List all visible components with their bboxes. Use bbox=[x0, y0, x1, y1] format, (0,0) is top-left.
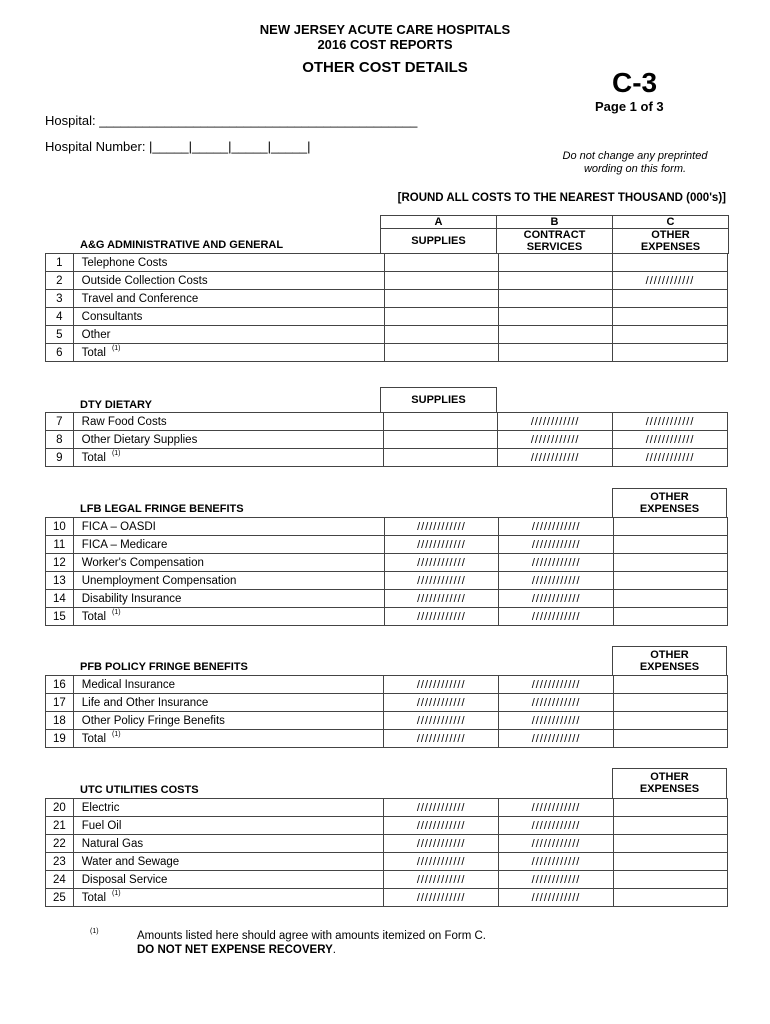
hatched-cell-b: //////////// bbox=[499, 835, 614, 853]
line-label: Total $^{(1)}$ bbox=[73, 449, 384, 467]
hatched-cell-a: //////////// bbox=[384, 835, 499, 853]
table-row bbox=[46, 449, 728, 467]
line-label: Total $^{(1)}$ bbox=[73, 889, 383, 907]
table-row bbox=[46, 290, 728, 308]
line-number: 17 bbox=[46, 694, 74, 712]
line-number: 10 bbox=[46, 518, 74, 536]
line-number: 12 bbox=[46, 554, 74, 572]
entry-cell-a[interactable] bbox=[384, 290, 498, 308]
entry-cell-c[interactable] bbox=[613, 694, 727, 712]
line-label: Water and Sewage bbox=[73, 853, 383, 871]
table-ag bbox=[45, 253, 728, 362]
section-title-lfb: LFB LEGAL FRINGE BENEFITS bbox=[80, 503, 244, 515]
hatched-cell-b: //////////// bbox=[498, 431, 613, 449]
hatched-cell-b: //////////// bbox=[499, 608, 614, 626]
table-row bbox=[46, 835, 728, 853]
section-title-ag: A&G ADMINISTRATIVE AND GENERAL bbox=[80, 239, 284, 251]
entry-cell-b[interactable] bbox=[498, 308, 612, 326]
notice-line1: Do not change any preprinted bbox=[562, 150, 708, 162]
table-row bbox=[46, 608, 728, 626]
entry-cell-c[interactable] bbox=[614, 536, 728, 554]
table-row bbox=[46, 308, 728, 326]
line-label: Total $^{(1)}$ bbox=[73, 344, 384, 362]
cost-table bbox=[45, 798, 728, 907]
section-title-pfb: PFB POLICY FRINGE BENEFITS bbox=[80, 661, 248, 673]
entry-cell-c[interactable] bbox=[613, 254, 728, 272]
hatched-cell-b: //////////// bbox=[499, 518, 614, 536]
line-label: Telephone Costs bbox=[73, 254, 384, 272]
table-row bbox=[46, 572, 728, 590]
entry-cell-c[interactable] bbox=[614, 554, 728, 572]
line-label: Total $^{(1)}$ bbox=[73, 730, 384, 748]
entry-cell-c[interactable] bbox=[614, 590, 728, 608]
entry-cell-a[interactable] bbox=[384, 449, 498, 467]
table-lfb bbox=[45, 517, 728, 626]
table-row bbox=[46, 730, 728, 748]
hatched-cell-c: //////////// bbox=[613, 413, 728, 431]
entry-cell-a[interactable] bbox=[384, 344, 498, 362]
entry-cell-b[interactable] bbox=[498, 254, 612, 272]
entry-cell-c[interactable] bbox=[613, 290, 728, 308]
hatched-cell-b: //////////// bbox=[499, 694, 614, 712]
hatched-cell-a: //////////// bbox=[384, 712, 499, 730]
entry-cell-c[interactable] bbox=[614, 518, 728, 536]
rounding-note: [ROUND ALL COSTS TO THE NEAREST THOUSAND (000's)] bbox=[397, 192, 726, 204]
page-number: Page 1 of 3 bbox=[595, 99, 664, 114]
notice-line2: wording on this form. bbox=[583, 163, 687, 175]
table-row bbox=[46, 590, 728, 608]
line-number: 8 bbox=[46, 431, 74, 449]
hatched-cell-b: //////////// bbox=[499, 572, 614, 590]
line-number: 4 bbox=[46, 308, 74, 326]
table-row bbox=[46, 817, 728, 835]
entry-cell-c[interactable] bbox=[613, 835, 727, 853]
footnote-ref: (1) bbox=[112, 889, 121, 897]
line-label: Disposal Service bbox=[73, 871, 383, 889]
line-number: 14 bbox=[46, 590, 74, 608]
entry-cell-b[interactable] bbox=[498, 326, 612, 344]
hatched-cell-b: //////////// bbox=[499, 889, 614, 907]
hatched-cell-a: //////////// bbox=[384, 572, 499, 590]
line-label: Total $^{(1)}$ bbox=[73, 608, 384, 626]
table-row bbox=[46, 413, 728, 431]
entry-cell-a[interactable] bbox=[384, 272, 498, 290]
hatched-cell-b: //////////// bbox=[499, 817, 614, 835]
entry-cell-c[interactable] bbox=[613, 308, 728, 326]
hatched-cell-a: //////////// bbox=[384, 871, 499, 889]
hatched-cell-b: //////////// bbox=[498, 449, 613, 467]
table-row bbox=[46, 694, 728, 712]
hatched-cell-a: //////////// bbox=[384, 608, 499, 626]
hatched-cell-b: //////////// bbox=[499, 730, 614, 748]
hatched-cell-c: //////////// bbox=[613, 431, 728, 449]
line-number: 24 bbox=[46, 871, 74, 889]
hatched-cell-a: //////////// bbox=[384, 889, 499, 907]
hatched-cell-a: //////////// bbox=[384, 518, 499, 536]
line-label: Disability Insurance bbox=[73, 590, 384, 608]
entry-cell-c[interactable] bbox=[613, 676, 727, 694]
pfb-other-header: OTHER EXPENSES bbox=[612, 646, 727, 675]
hatched-cell-a: //////////// bbox=[384, 730, 499, 748]
cost-table bbox=[45, 675, 728, 748]
line-number: 1 bbox=[46, 254, 74, 272]
form-id: C-3 bbox=[612, 67, 658, 98]
table-row bbox=[46, 799, 728, 817]
entry-cell-c[interactable] bbox=[614, 572, 728, 590]
line-number: 13 bbox=[46, 572, 74, 590]
table-row bbox=[46, 431, 728, 449]
line-number: 18 bbox=[46, 712, 74, 730]
hatched-cell-a: //////////// bbox=[384, 536, 499, 554]
cost-table bbox=[45, 412, 728, 467]
hatched-cell-a: //////////// bbox=[384, 676, 499, 694]
line-number: 2 bbox=[46, 272, 74, 290]
hatched-cell-b: //////////// bbox=[499, 676, 614, 694]
entry-cell-c[interactable] bbox=[613, 326, 728, 344]
col-supplies-header: SUPPLIES bbox=[380, 228, 497, 254]
col-c-letter: C bbox=[612, 215, 729, 229]
footnote-ref: (1) bbox=[112, 608, 121, 616]
entry-cell-b[interactable] bbox=[498, 272, 612, 290]
line-number: 20 bbox=[46, 799, 74, 817]
hatched-cell-a: //////////// bbox=[384, 590, 499, 608]
cost-table bbox=[45, 517, 728, 626]
line-label: Worker's Compensation bbox=[73, 554, 384, 572]
table-row bbox=[46, 871, 728, 889]
footnote-ref: (1) bbox=[111, 449, 121, 457]
form-title: OTHER COST DETAILS bbox=[302, 59, 468, 76]
col-a-letter: A bbox=[380, 215, 497, 229]
footnote-text: Amounts listed here should agree with amounts itemized on Form C. bbox=[137, 930, 486, 942]
table-dty bbox=[45, 412, 728, 467]
table-row bbox=[46, 254, 728, 272]
hatched-cell-a: //////////// bbox=[384, 554, 499, 572]
hatched-cell-b: //////////// bbox=[498, 413, 613, 431]
line-label: Life and Other Insurance bbox=[73, 694, 384, 712]
entry-cell-c[interactable] bbox=[613, 730, 727, 748]
hatched-cell-a: //////////// bbox=[384, 817, 499, 835]
entry-cell-a[interactable] bbox=[384, 326, 498, 344]
line-label: Travel and Conference bbox=[73, 290, 384, 308]
entry-cell-a[interactable] bbox=[384, 254, 498, 272]
footnote-mark: (1) bbox=[90, 928, 99, 935]
entry-cell-c[interactable] bbox=[613, 344, 728, 362]
line-label: FICA – Medicare bbox=[73, 536, 384, 554]
table-row bbox=[46, 536, 728, 554]
entry-cell-a[interactable] bbox=[384, 431, 498, 449]
lfb-other-header: OTHER EXPENSES bbox=[612, 488, 727, 517]
line-label: Other Policy Fringe Benefits bbox=[73, 712, 384, 730]
line-label: Other Dietary Supplies bbox=[73, 431, 384, 449]
entry-cell-b[interactable] bbox=[498, 290, 612, 308]
entry-cell-c[interactable] bbox=[613, 817, 727, 835]
dty-supplies-header: SUPPLIES bbox=[380, 387, 497, 413]
line-number: 19 bbox=[46, 730, 74, 748]
hatched-cell-b: //////////// bbox=[499, 536, 614, 554]
hatched-cell-b: //////////// bbox=[499, 871, 614, 889]
line-number: 11 bbox=[46, 536, 74, 554]
entry-cell-c[interactable] bbox=[613, 889, 727, 907]
hatched-cell-b: //////////// bbox=[499, 853, 614, 871]
line-label: Consultants bbox=[73, 308, 384, 326]
table-row bbox=[46, 676, 728, 694]
line-number: 7 bbox=[46, 413, 74, 431]
section-title-dty: DTY DIETARY bbox=[80, 399, 152, 411]
entry-cell-c[interactable] bbox=[614, 608, 728, 626]
table-row bbox=[46, 272, 728, 290]
line-number: 25 bbox=[46, 889, 74, 907]
col-contract-header: CONTRACT SERVICES bbox=[496, 228, 613, 254]
footnote-ref: (1) bbox=[112, 730, 121, 738]
entry-cell-b[interactable] bbox=[498, 344, 612, 362]
footnote-ref: (1) bbox=[111, 344, 121, 352]
hatched-cell-b: //////////// bbox=[499, 799, 614, 817]
hatched-cell-a: //////////// bbox=[384, 694, 499, 712]
line-number: 6 bbox=[46, 344, 74, 362]
utc-other-header: OTHER EXPENSES bbox=[612, 768, 727, 798]
table-row bbox=[46, 853, 728, 871]
line-label: Raw Food Costs bbox=[73, 413, 384, 431]
line-label: FICA – OASDI bbox=[73, 518, 384, 536]
section-title-utc: UTC UTILITIES COSTS bbox=[80, 784, 199, 796]
table-row bbox=[46, 326, 728, 344]
line-number: 3 bbox=[46, 290, 74, 308]
cost-table bbox=[45, 253, 728, 362]
line-label: Fuel Oil bbox=[73, 817, 383, 835]
line-number: 22 bbox=[46, 835, 74, 853]
table-pfb bbox=[45, 675, 728, 748]
entry-cell-c[interactable] bbox=[613, 871, 727, 889]
hatched-cell-a: //////////// bbox=[384, 799, 499, 817]
hospital-number-field[interactable]: Hospital Number: |_____|_____|_____|_____| bbox=[45, 139, 311, 154]
line-number: 9 bbox=[46, 449, 74, 467]
entry-cell-a[interactable] bbox=[384, 308, 498, 326]
hatched-cell-b: //////////// bbox=[499, 554, 614, 572]
entry-cell-c[interactable] bbox=[613, 799, 727, 817]
table-row bbox=[46, 712, 728, 730]
hatched-cell-c: //////////// bbox=[613, 272, 728, 290]
line-number: 21 bbox=[46, 817, 74, 835]
entry-cell-c[interactable] bbox=[613, 712, 727, 730]
entry-cell-c[interactable] bbox=[613, 853, 727, 871]
table-utc bbox=[45, 798, 728, 907]
hospital-field[interactable]: Hospital: ____________________________________________ bbox=[45, 113, 418, 128]
entry-cell-a[interactable] bbox=[384, 413, 498, 431]
line-number: 5 bbox=[46, 326, 74, 344]
hatched-cell-b: //////////// bbox=[499, 590, 614, 608]
table-row bbox=[46, 518, 728, 536]
report-year: 2016 COST REPORTS bbox=[317, 37, 453, 52]
line-label: Electric bbox=[73, 799, 383, 817]
line-number: 15 bbox=[46, 608, 74, 626]
line-label: Natural Gas bbox=[73, 835, 383, 853]
line-label: Other bbox=[73, 326, 384, 344]
line-label: Outside Collection Costs bbox=[73, 272, 384, 290]
col-b-letter: B bbox=[496, 215, 613, 229]
line-label: Unemployment Compensation bbox=[73, 572, 384, 590]
report-title: NEW JERSEY ACUTE CARE HOSPITALS bbox=[259, 22, 511, 37]
line-number: 16 bbox=[46, 676, 74, 694]
footnote-warning: DO NOT NET EXPENSE RECOVERY. bbox=[137, 944, 336, 956]
table-row bbox=[46, 554, 728, 572]
hatched-cell-c: //////////// bbox=[613, 449, 728, 467]
line-label: Medical Insurance bbox=[73, 676, 384, 694]
line-number: 23 bbox=[46, 853, 74, 871]
table-row bbox=[46, 889, 728, 907]
col-other-header: OTHER EXPENSES bbox=[612, 228, 729, 254]
hatched-cell-b: //////////// bbox=[499, 712, 614, 730]
hatched-cell-a: //////////// bbox=[384, 853, 499, 871]
table-row bbox=[46, 344, 728, 362]
